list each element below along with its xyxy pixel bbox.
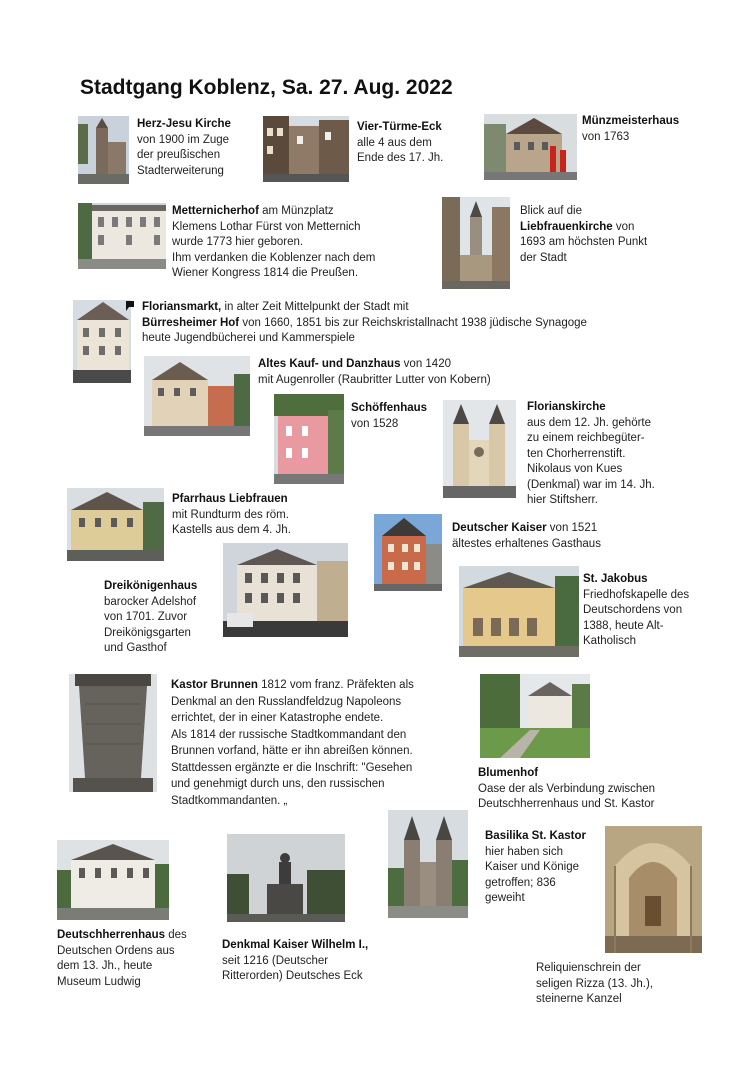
- photo-blumenhof: [480, 674, 590, 758]
- photo-schoeffenhaus: [274, 394, 344, 484]
- sight-name: Metternicherhof: [172, 205, 259, 217]
- photo-reliquienschrein-innenraum: [605, 826, 702, 953]
- caption-metternicherhof: Metternicherhof am Münzplatz Klemens Lothar Fürst von Metternich wurde 1773 hier geboren. Ihm verdanken die Koblenzer nach dem Wiener Kongress 1814 die Preußen.: [172, 205, 376, 279]
- sight-name: Blumenhof: [478, 767, 539, 779]
- caption-floriansmarkt: Floriansmarkt, in alter Zeit Mittelpunkt der Stadt mit Bürresheimer Hof von 1660, 1851 bis zur Reichskristallnacht 1938 jüdische Synagoge heute Jugendbücherei und Kammerspiele: [142, 301, 587, 344]
- caption-vier-tuerme-eck: Vier-Türme-Eck alle 4 aus dem Ende des 17. Jh.: [357, 121, 444, 164]
- sight-name: Deutschherrenhaus: [57, 929, 166, 941]
- caption-herz-jesu-kirche: Herz-Jesu Kirche von 1900 im Zuge der preußischen Stadterweiterung: [137, 118, 231, 177]
- photo-st-jakobus: [459, 566, 579, 657]
- flag-icon: [126, 301, 134, 311]
- sight-name: Basilika St. Kastor: [485, 830, 586, 842]
- photo-pfarrhaus-liebfrauen: [67, 488, 164, 561]
- caption-kastor-brunnen: Kastor Brunnen 1812 vom franz. Präfekten als Denkmal an den Russlandfeldzug Napoleons errichtet, der in einer Katastrophe endete. Als 1814 der russische Stadtkommandant den Brunnen vorfand, hätte er ihn abreißen können. Stattdessen ergänzte er die Inschrift: "Gesehen und genehmigt durch uns, den russischen Stadtkommandanten. „: [171, 679, 414, 807]
- photo-floriansmarkt: [73, 300, 131, 383]
- caption-blumenhof: Blumenhof Oase der als Verbindung zwischen Deutschherrenhaus und St. Kastor: [478, 767, 656, 810]
- sight-name: Deutscher Kaiser: [452, 522, 547, 534]
- sight-name: Pfarrhaus Liebfrauen: [172, 493, 288, 505]
- sight-name: Kastor Brunnen: [171, 679, 258, 691]
- photo-altes-kaufhaus: [144, 356, 250, 436]
- sight-name: Dreikönigenhaus: [104, 580, 198, 592]
- caption-pfarrhaus-liebfrauen: Pfarrhaus Liebfrauen mit Rundturm des röm. Kastells aus dem 4. Jh.: [172, 493, 291, 536]
- sight-name: Bürresheimer Hof: [142, 316, 240, 329]
- photo-herz-jesu-kirche: [78, 116, 129, 184]
- sight-name: Liebfrauenkirche: [520, 220, 613, 233]
- caption-basilika-st-kastor: Basilika St. Kastor hier haben sich Kaiser und Könige getroffen; 836 geweiht: [485, 830, 586, 904]
- caption-deutscher-kaiser: Deutscher Kaiser von 1521 ältestes erhaltenes Gasthaus: [452, 522, 601, 550]
- caption-kaiser-wilhelm-denkmal: Denkmal Kaiser Wilhelm I., seit 1216 (Deutscher Ritterorden) Deutsches Eck: [222, 939, 369, 982]
- sight-name: Vier-Türme-Eck: [357, 121, 442, 133]
- photo-kaiser-wilhelm-denkmal: [227, 834, 345, 922]
- photo-deutscher-kaiser: [374, 514, 442, 591]
- sight-name: St. Jakobus: [583, 573, 648, 585]
- caption-st-jakobus: St. Jakobus Friedhofskapelle des Deutschordens von 1388, heute Alt- Katholisch: [583, 573, 690, 647]
- caption-reliquienschrein: Reliquienschrein der seligen Rizza (13. Jh.), steinerne Kanzel: [536, 962, 653, 1005]
- photo-kastor-brunnen: [69, 674, 157, 792]
- sight-name: Schöffenhaus: [351, 402, 428, 414]
- photo-metternicherhof: [78, 203, 166, 269]
- sight-name: Floriansmarkt,: [142, 301, 222, 313]
- sight-name: Herz-Jesu Kirche: [137, 118, 231, 130]
- page-title: Stadtgang Koblenz, Sa. 27. Aug. 2022: [80, 76, 453, 99]
- caption-altes-kaufhaus: Altes Kauf- und Danzhaus von 1420 mit Augenroller (Raubritter Lutter von Kobern): [258, 358, 491, 386]
- caption-dreikoenigenhaus: Dreikönigenhaus barocker Adelshof von 1701. Zuvor Dreikönigsgarten und Gasthof: [104, 580, 198, 654]
- sight-name: Denkmal Kaiser Wilhelm I.,: [222, 939, 369, 951]
- sight-name: Münzmeisterhaus: [582, 115, 680, 127]
- photo-basilika-st-kastor: [388, 810, 468, 918]
- photo-dreikoenigenhaus: [223, 543, 348, 637]
- caption-schoeffenhaus: Schöffenhaus von 1528: [351, 402, 428, 430]
- caption-liebfrauenkirche: Blick auf die Liebfrauenkirche von 1693 am höchsten Punkt der Stadt: [520, 205, 648, 264]
- caption-florianskirche: Florianskirche aus dem 12. Jh. gehörte zu einem reichbegüter- ten Chorherrenstift. Nikolaus von Kues (Denkmal) war im 14. Jh. hier Stiftsherr.: [527, 401, 655, 506]
- caption-muenzmeisterhaus: Münzmeisterhaus von 1763: [582, 115, 680, 143]
- caption-deutschherrenhaus: Deutschherrenhaus des Deutschen Ordens aus dem 13. Jh., heute Museum Ludwig: [57, 929, 187, 988]
- photo-deutschherrenhaus: [57, 840, 169, 920]
- photo-muenzmeisterhaus: [484, 114, 577, 180]
- sight-name: Altes Kauf- und Danzhaus: [258, 358, 401, 370]
- sight-name: Florianskirche: [527, 401, 606, 413]
- photo-vier-tuerme-eck: [263, 116, 349, 182]
- photo-florianskirche: [443, 400, 516, 498]
- photo-liebfrauenkirche-blick: [442, 197, 510, 289]
